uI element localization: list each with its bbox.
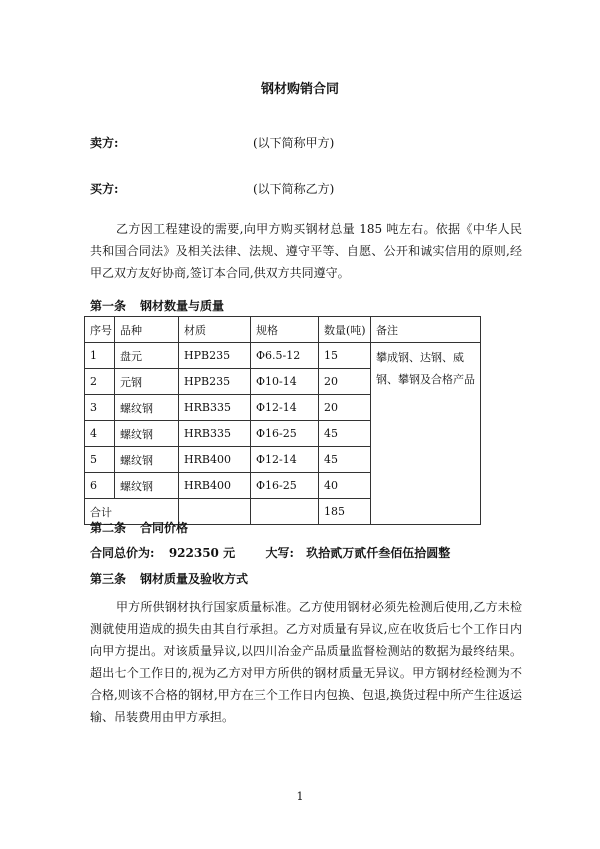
header-cell: 品种: [115, 317, 179, 343]
price-capital: 玖拾贰万贰仟叁佰伍拾圆整: [306, 546, 451, 560]
table-cell: HRB400: [179, 447, 251, 473]
table-cell: 20: [319, 395, 371, 421]
header-cell: 序号: [85, 317, 115, 343]
table-cell: 螺纹钢: [115, 473, 179, 499]
article3-heading: [90, 570, 248, 587]
table-cell: 3: [85, 395, 115, 421]
article1-number: 第一条: [90, 299, 127, 313]
total-value: 185: [319, 499, 371, 525]
table-cell: [179, 499, 251, 525]
table-cell: 40: [319, 473, 371, 499]
table-cell: Φ16-25: [251, 421, 319, 447]
table-cell: 1: [85, 343, 115, 369]
table-cell: 螺纹钢: [115, 421, 179, 447]
article2-title: 合同价格: [140, 521, 189, 535]
table-cell: HRB400: [179, 473, 251, 499]
table-cell: HRB335: [179, 395, 251, 421]
price-capital-label: 大写:: [265, 546, 294, 560]
table-cell: 螺纹钢: [115, 395, 179, 421]
article3-number: 第三条: [90, 572, 127, 586]
price-label: 合同总价为:: [90, 546, 155, 560]
table-cell: 20: [319, 369, 371, 395]
document-title: 钢材购销合同: [260, 82, 339, 97]
seller-note: (以下简称甲方): [253, 136, 335, 150]
table-cell: 2: [85, 369, 115, 395]
table-cell: 15: [319, 343, 371, 369]
buyer-note: (以下简称乙方): [253, 182, 335, 196]
table-cell: 6: [85, 473, 115, 499]
header-cell: 材质: [179, 317, 251, 343]
header-cell: 备注: [371, 317, 481, 343]
table-cell: 元钢: [115, 369, 179, 395]
table-cell: 螺纹钢: [115, 447, 179, 473]
table-cell: Φ16-25: [251, 473, 319, 499]
table-cell: 45: [319, 447, 371, 473]
table-cell: 4: [85, 421, 115, 447]
contract-price-line: [90, 544, 450, 561]
article3-paragraph: 甲方所供钢材执行国家质量标准。乙方使用钢材必须先检测后使用,乙方未检测就使用造成的损失由其自行承担。乙方对质量有异议,应在收货后七个工作日内向甲方提出。对该质量异议,以四川冶金产品质量监督检测站的数据为最终结果。超出七个工作日的,视为乙方对甲方所供的钢材质量无异议。甲方钢材经检测为不合格,则该不合格的钢材,甲方在三个工作日内包换、包退,换货过程中所产生往返运输、吊装费用由甲方承担。: [90, 600, 522, 724]
page-number: 1: [296, 790, 304, 803]
table-cell: 盘元: [115, 343, 179, 369]
article2-heading: [90, 519, 188, 536]
table-cell: Φ6.5-12: [251, 343, 319, 369]
table-header-row: [85, 317, 481, 343]
header-cell: 数量(吨): [319, 317, 371, 343]
article1-title: 钢材数量与质量: [140, 299, 225, 313]
table-cell: Φ12-14: [251, 395, 319, 421]
article2-number: 第二条: [90, 521, 127, 535]
table-cell: Φ12-14: [251, 447, 319, 473]
seller-label: 卖方:: [90, 136, 119, 150]
price-amount: 922350 元: [168, 546, 236, 560]
header-cell: 规格: [251, 317, 319, 343]
steel-spec-table: [84, 316, 481, 525]
table-cell: HRB335: [179, 421, 251, 447]
table-cell: Φ10-14: [251, 369, 319, 395]
article1-heading: [90, 297, 224, 314]
table-cell: HPB235: [179, 369, 251, 395]
article3-title: 钢材质量及验收方式: [140, 572, 249, 586]
intro-paragraph: 乙方因工程建设的需要,向甲方购买钢材总量 185 吨左右。依据《中华人民共和国合同法》及相关法律、法规、遵守平等、自愿、公开和诚实信用的原则,经甲乙双方友好协商,签订本合同,供双方共同遵守。: [90, 222, 522, 280]
table-cell: 45: [319, 421, 371, 447]
buyer-label: 买方:: [90, 182, 119, 196]
total-label: 合计: [85, 499, 179, 525]
table-row: [85, 343, 481, 369]
table-cell: 5: [85, 447, 115, 473]
table-cell: HPB235: [179, 343, 251, 369]
table-cell: [251, 499, 319, 525]
remark-cell: 攀成钢、达钢、威钢、攀钢及合格产品: [371, 343, 481, 525]
